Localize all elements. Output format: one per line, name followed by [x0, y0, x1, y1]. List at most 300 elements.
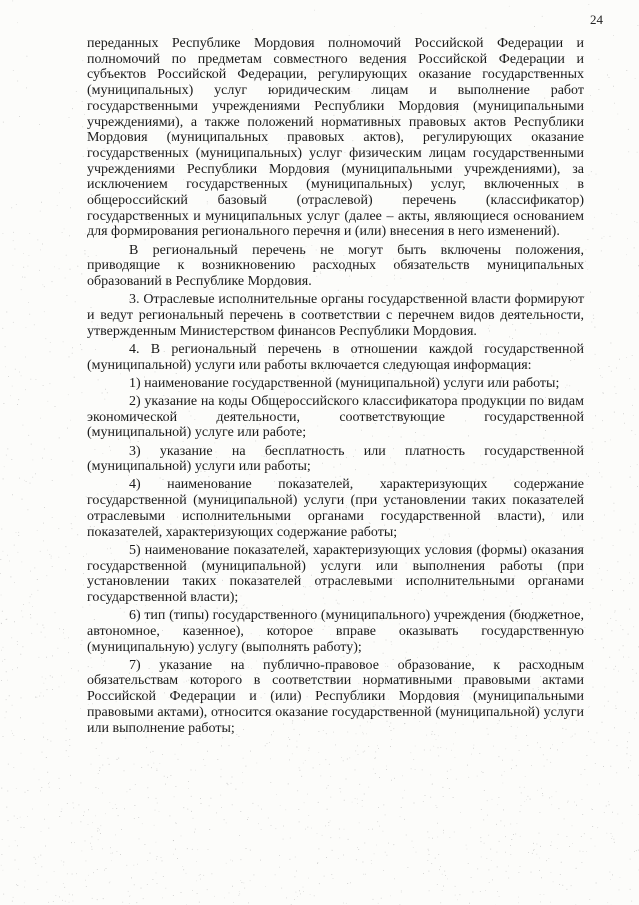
speckle-dot: [586, 249, 587, 250]
speckle-dot: [604, 706, 605, 707]
speckle-dot: [207, 889, 208, 890]
speckle-dot: [550, 845, 551, 846]
speckle-dot: [445, 875, 446, 876]
speckle-dot: [12, 1, 13, 2]
speckle-dot: [162, 898, 163, 899]
speckle-dot: [52, 480, 53, 481]
speckle-dot: [44, 311, 45, 312]
speckle-dot: [607, 902, 608, 903]
speckle-dot: [21, 562, 22, 563]
speckle-dot: [80, 708, 81, 709]
speckle-dot: [613, 86, 614, 87]
speckle-dot: [609, 77, 610, 78]
speckle-dot: [286, 898, 287, 899]
speckle-dot: [199, 875, 200, 876]
speckle-dot: [508, 866, 509, 867]
speckle-dot: [64, 682, 65, 683]
speckle-dot: [0, 559, 1, 560]
speckle-dot: [3, 233, 4, 234]
speckle-dot: [175, 849, 176, 850]
speckle-dot: [480, 891, 481, 892]
speckle-dot: [111, 853, 112, 854]
speckle-dot: [358, 754, 359, 755]
speckle-dot: [438, 747, 439, 748]
list-item-5: 5) наименование показателей, характеризующих условия (формы) оказания государственной (муниципальной) услуги или выполнения работы (при установлении таких показателей отраслевыми исполнительными органами государственной власти);: [87, 542, 584, 605]
speckle-dot: [594, 217, 595, 218]
speckle-dot: [539, 858, 540, 859]
speckle-dot: [153, 879, 154, 880]
speckle-dot: [437, 823, 438, 824]
speckle-dot: [70, 420, 71, 421]
list-item-6: 6) тип (типы) государственного (муниципального) учреждения (бюджетное, автономное, казенное), которое вправе оказывать государственную (муниципальную) услугу (выполнять работу);: [87, 608, 584, 655]
speckle-dot: [352, 802, 353, 803]
speckle-dot: [481, 857, 482, 858]
speckle-dot: [630, 755, 631, 756]
speckle-dot: [43, 625, 44, 626]
speckle-dot: [85, 234, 86, 235]
speckle-dot: [581, 836, 582, 837]
speckle-dot: [328, 825, 329, 826]
speckle-dot: [611, 343, 612, 344]
speckle-dot: [42, 284, 43, 285]
speckle-dot: [502, 783, 503, 784]
speckle-dot: [372, 829, 373, 830]
speckle-dot: [195, 829, 196, 830]
speckle-dot: [18, 535, 19, 536]
speckle-dot: [156, 873, 157, 874]
speckle-dot: [195, 770, 196, 771]
speckle-dot: [116, 759, 117, 760]
speckle-dot: [148, 797, 149, 798]
speckle-dot: [607, 570, 608, 571]
speckle-dot: [602, 377, 603, 378]
speckle-dot: [490, 849, 491, 850]
speckle-dot: [318, 752, 319, 753]
speckle-dot: [617, 692, 618, 693]
speckle-dot: [587, 269, 588, 270]
speckle-dot: [326, 788, 327, 789]
speckle-dot: [10, 395, 11, 396]
speckle-dot: [390, 895, 391, 896]
speckle-dot: [17, 22, 18, 23]
speckle-dot: [62, 900, 63, 901]
speckle-dot: [343, 760, 344, 761]
speckle-dot: [540, 812, 541, 813]
speckle-dot: [627, 238, 628, 239]
speckle-dot: [339, 829, 340, 830]
speckle-dot: [9, 561, 10, 562]
speckle-dot: [147, 860, 148, 861]
speckle-dot: [471, 754, 472, 755]
speckle-dot: [58, 648, 59, 649]
speckle-dot: [534, 849, 535, 850]
speckle-dot: [91, 846, 92, 847]
speckle-dot: [364, 843, 365, 844]
speckle-dot: [559, 884, 560, 885]
speckle-dot: [21, 289, 22, 290]
speckle-dot: [317, 833, 318, 834]
speckle-dot: [57, 205, 58, 206]
speckle-dot: [68, 652, 69, 653]
speckle-dot: [130, 895, 131, 896]
speckle-dot: [153, 763, 154, 764]
speckle-dot: [46, 657, 47, 658]
speckle-dot: [178, 759, 179, 760]
speckle-dot: [519, 872, 520, 873]
speckle-dot: [135, 784, 136, 785]
speckle-dot: [62, 232, 63, 233]
speckle-dot: [558, 834, 559, 835]
speckle-dot: [1, 680, 2, 681]
speckle-dot: [588, 4, 589, 5]
speckle-dot: [339, 837, 340, 838]
speckle-dot: [109, 802, 110, 803]
speckle-dot: [241, 859, 242, 860]
speckle-dot: [481, 841, 482, 842]
speckle-dot: [191, 770, 192, 771]
speckle-dot: [551, 804, 552, 805]
speckle-dot: [547, 759, 548, 760]
speckle-dot: [635, 524, 636, 525]
speckle-dot: [51, 459, 52, 460]
speckle-dot: [630, 477, 631, 478]
speckle-dot: [82, 640, 83, 641]
speckle-dot: [429, 890, 430, 891]
speckle-dot: [297, 896, 298, 897]
speckle-dot: [28, 435, 29, 436]
speckle-dot: [73, 808, 74, 809]
speckle-dot: [5, 366, 6, 367]
speckle-dot: [1, 623, 2, 624]
speckle-dot: [283, 826, 284, 827]
speckle-dot: [15, 249, 16, 250]
speckle-dot: [471, 877, 472, 878]
speckle-dot: [564, 819, 565, 820]
speckle-dot: [72, 874, 73, 875]
speckle-dot: [519, 750, 520, 751]
speckle-dot: [611, 833, 612, 834]
speckle-dot: [138, 817, 139, 818]
speckle-dot: [45, 637, 46, 638]
speckle-dot: [62, 188, 63, 189]
speckle-dot: [561, 862, 562, 863]
speckle-dot: [39, 779, 40, 780]
speckle-dot: [304, 802, 305, 803]
speckle-dot: [39, 270, 40, 271]
speckle-dot: [6, 619, 7, 620]
speckle-dot: [12, 494, 13, 495]
speckle-dot: [580, 851, 581, 852]
speckle-dot: [606, 833, 607, 834]
speckle-dot: [17, 641, 18, 642]
speckle-dot: [600, 605, 601, 606]
speckle-dot: [22, 499, 23, 500]
speckle-dot: [176, 823, 177, 824]
speckle-dot: [584, 833, 585, 834]
speckle-dot: [583, 851, 584, 852]
speckle-dot: [619, 359, 620, 360]
speckle-dot: [32, 606, 33, 607]
speckle-dot: [150, 853, 151, 854]
speckle-dot: [42, 458, 43, 459]
speckle-dot: [156, 798, 157, 799]
speckle-dot: [30, 483, 31, 484]
speckle-dot: [344, 829, 345, 830]
speckle-dot: [261, 829, 262, 830]
speckle-dot: [328, 822, 329, 823]
speckle-dot: [623, 413, 624, 414]
speckle-dot: [429, 854, 430, 855]
speckle-dot: [71, 823, 72, 824]
speckle-dot: [571, 885, 572, 886]
speckle-dot: [582, 814, 583, 815]
speckle-dot: [484, 843, 485, 844]
speckle-dot: [480, 837, 481, 838]
speckle-dot: [82, 607, 83, 608]
speckle-dot: [377, 821, 378, 822]
speckle-dot: [200, 874, 201, 875]
speckle-dot: [110, 881, 111, 882]
speckle-dot: [383, 805, 384, 806]
speckle-dot: [567, 889, 568, 890]
speckle-dot: [290, 838, 291, 839]
speckle-dot: [303, 763, 304, 764]
speckle-dot: [551, 796, 552, 797]
speckle-dot: [443, 796, 444, 797]
speckle-dot: [303, 891, 304, 892]
speckle-dot: [106, 868, 107, 869]
speckle-dot: [186, 873, 187, 874]
speckle-dot: [363, 874, 364, 875]
speckle-dot: [636, 673, 637, 674]
speckle-dot: [13, 735, 14, 736]
speckle-dot: [608, 801, 609, 802]
speckle-dot: [27, 816, 28, 817]
speckle-dot: [567, 802, 568, 803]
speckle-dot: [600, 375, 601, 376]
page-number: 24: [590, 12, 603, 27]
speckle-dot: [221, 746, 222, 747]
speckle-dot: [595, 327, 596, 328]
speckle-dot: [415, 746, 416, 747]
speckle-dot: [589, 175, 590, 176]
speckle-dot: [630, 555, 631, 556]
speckle-dot: [24, 887, 25, 888]
speckle-dot: [357, 745, 358, 746]
speckle-dot: [52, 689, 53, 690]
speckle-dot: [503, 810, 504, 811]
speckle-dot: [59, 816, 60, 817]
speckle-dot: [49, 782, 50, 783]
speckle-dot: [49, 787, 50, 788]
speckle-dot: [638, 25, 639, 26]
speckle-dot: [81, 851, 82, 852]
speckle-dot: [623, 590, 624, 591]
speckle-dot: [6, 619, 7, 620]
speckle-dot: [614, 511, 615, 512]
speckle-dot: [85, 841, 86, 842]
speckle-dot: [594, 742, 595, 743]
speckle-dot: [612, 590, 613, 591]
speckle-dot: [408, 867, 409, 868]
speckle-dot: [401, 890, 402, 891]
speckle-dot: [102, 848, 103, 849]
speckle-dot: [591, 171, 592, 172]
speckle-dot: [161, 857, 162, 858]
speckle-dot: [617, 814, 618, 815]
speckle-dot: [614, 669, 615, 670]
speckle-dot: [557, 750, 558, 751]
speckle-dot: [636, 713, 637, 714]
speckle-dot: [630, 466, 631, 467]
speckle-dot: [633, 626, 634, 627]
speckle-dot: [424, 750, 425, 751]
speckle-dot: [603, 392, 604, 393]
speckle-dot: [86, 861, 87, 862]
speckle-dot: [102, 793, 103, 794]
speckle-dot: [508, 878, 509, 879]
paragraph-item-3: 3. Отраслевые исполнительные органы государственной власти формируют и ведут региональный перечень в соответствии с перечнем видов деятельности, утвержденным Министерством финансов Республики Мордовия.: [87, 292, 584, 339]
speckle-dot: [421, 13, 422, 14]
speckle-dot: [596, 883, 597, 884]
speckle-dot: [85, 254, 86, 255]
speckle-dot: [12, 669, 13, 670]
speckle-dot: [589, 706, 590, 707]
speckle-dot: [46, 882, 47, 883]
speckle-dot: [15, 860, 16, 861]
speckle-dot: [44, 449, 45, 450]
speckle-dot: [52, 566, 53, 567]
speckle-dot: [637, 222, 638, 223]
speckle-dot: [44, 507, 45, 508]
speckle-dot: [30, 571, 31, 572]
speckle-dot: [265, 745, 266, 746]
speckle-dot: [343, 855, 344, 856]
speckle-dot: [29, 602, 30, 603]
speckle-dot: [617, 114, 618, 115]
speckle-dot: [32, 477, 33, 478]
speckle-dot: [191, 796, 192, 797]
speckle-dot: [59, 268, 60, 269]
speckle-dot: [470, 827, 471, 828]
speckle-dot: [496, 824, 497, 825]
speckle-dot: [492, 799, 493, 800]
speckle-dot: [244, 888, 245, 889]
speckle-dot: [93, 872, 94, 873]
speckle-dot: [242, 782, 243, 783]
speckle-dot: [357, 799, 358, 800]
speckle-dot: [67, 428, 68, 429]
speckle-dot: [614, 612, 615, 613]
speckle-dot: [587, 564, 588, 565]
speckle-dot: [631, 901, 632, 902]
speckle-dot: [7, 555, 8, 556]
speckle-dot: [51, 558, 52, 559]
speckle-dot: [20, 817, 21, 818]
speckle-dot: [608, 701, 609, 702]
speckle-dot: [612, 875, 613, 876]
speckle-dot: [216, 813, 217, 814]
speckle-dot: [569, 846, 570, 847]
speckle-dot: [436, 739, 437, 740]
speckle-dot: [307, 794, 308, 795]
speckle-dot: [100, 767, 101, 768]
speckle-dot: [73, 901, 74, 902]
speckle-dot: [541, 788, 542, 789]
speckle-dot: [497, 804, 498, 805]
speckle-dot: [592, 442, 593, 443]
speckle-dot: [12, 705, 13, 706]
speckle-dot: [430, 797, 431, 798]
speckle-dot: [325, 826, 326, 827]
speckle-dot: [381, 898, 382, 899]
speckle-dot: [248, 903, 249, 904]
speckle-dot: [6, 699, 7, 700]
speckle-dot: [378, 748, 379, 749]
speckle-dot: [109, 882, 110, 883]
speckle-dot: [48, 783, 49, 784]
speckle-dot: [623, 645, 624, 646]
speckle-dot: [612, 836, 613, 837]
speckle-dot: [38, 857, 39, 858]
speckle-dot: [43, 683, 44, 684]
speckle-dot: [7, 449, 8, 450]
speckle-dot: [141, 888, 142, 889]
speckle-dot: [613, 545, 614, 546]
speckle-dot: [28, 302, 29, 303]
speckle-dot: [155, 810, 156, 811]
speckle-dot: [588, 614, 589, 615]
speckle-dot: [3, 479, 4, 480]
speckle-dot: [34, 769, 35, 770]
speckle-dot: [625, 711, 626, 712]
speckle-dot: [299, 822, 300, 823]
speckle-dot: [606, 668, 607, 669]
speckle-dot: [630, 889, 631, 890]
speckle-dot: [524, 801, 525, 802]
speckle-dot: [40, 418, 41, 419]
speckle-dot: [614, 839, 615, 840]
speckle-dot: [515, 834, 516, 835]
speckle-dot: [295, 857, 296, 858]
speckle-dot: [444, 871, 445, 872]
speckle-dot: [595, 354, 596, 355]
speckle-dot: [318, 802, 319, 803]
speckle-dot: [512, 760, 513, 761]
speckle-dot: [447, 879, 448, 880]
speckle-dot: [209, 805, 210, 806]
speckle-dot: [332, 850, 333, 851]
speckle-dot: [303, 887, 304, 888]
speckle-dot: [24, 902, 25, 903]
speckle-dot: [393, 844, 394, 845]
paragraph-item-4: 4. В региональный перечень в отношении каждой государственной (муниципальной) услуги или работы включается следующая информация:: [87, 341, 584, 373]
speckle-dot: [51, 741, 52, 742]
speckle-dot: [63, 629, 64, 630]
speckle-dot: [77, 695, 78, 696]
speckle-dot: [630, 859, 631, 860]
speckle-dot: [607, 623, 608, 624]
speckle-dot: [368, 746, 369, 747]
speckle-dot: [597, 827, 598, 828]
speckle-dot: [72, 461, 73, 462]
speckle-dot: [437, 884, 438, 885]
speckle-dot: [624, 423, 625, 424]
speckle-dot: [435, 858, 436, 859]
speckle-dot: [562, 885, 563, 886]
speckle-dot: [423, 873, 424, 874]
speckle-dot: [28, 509, 29, 510]
